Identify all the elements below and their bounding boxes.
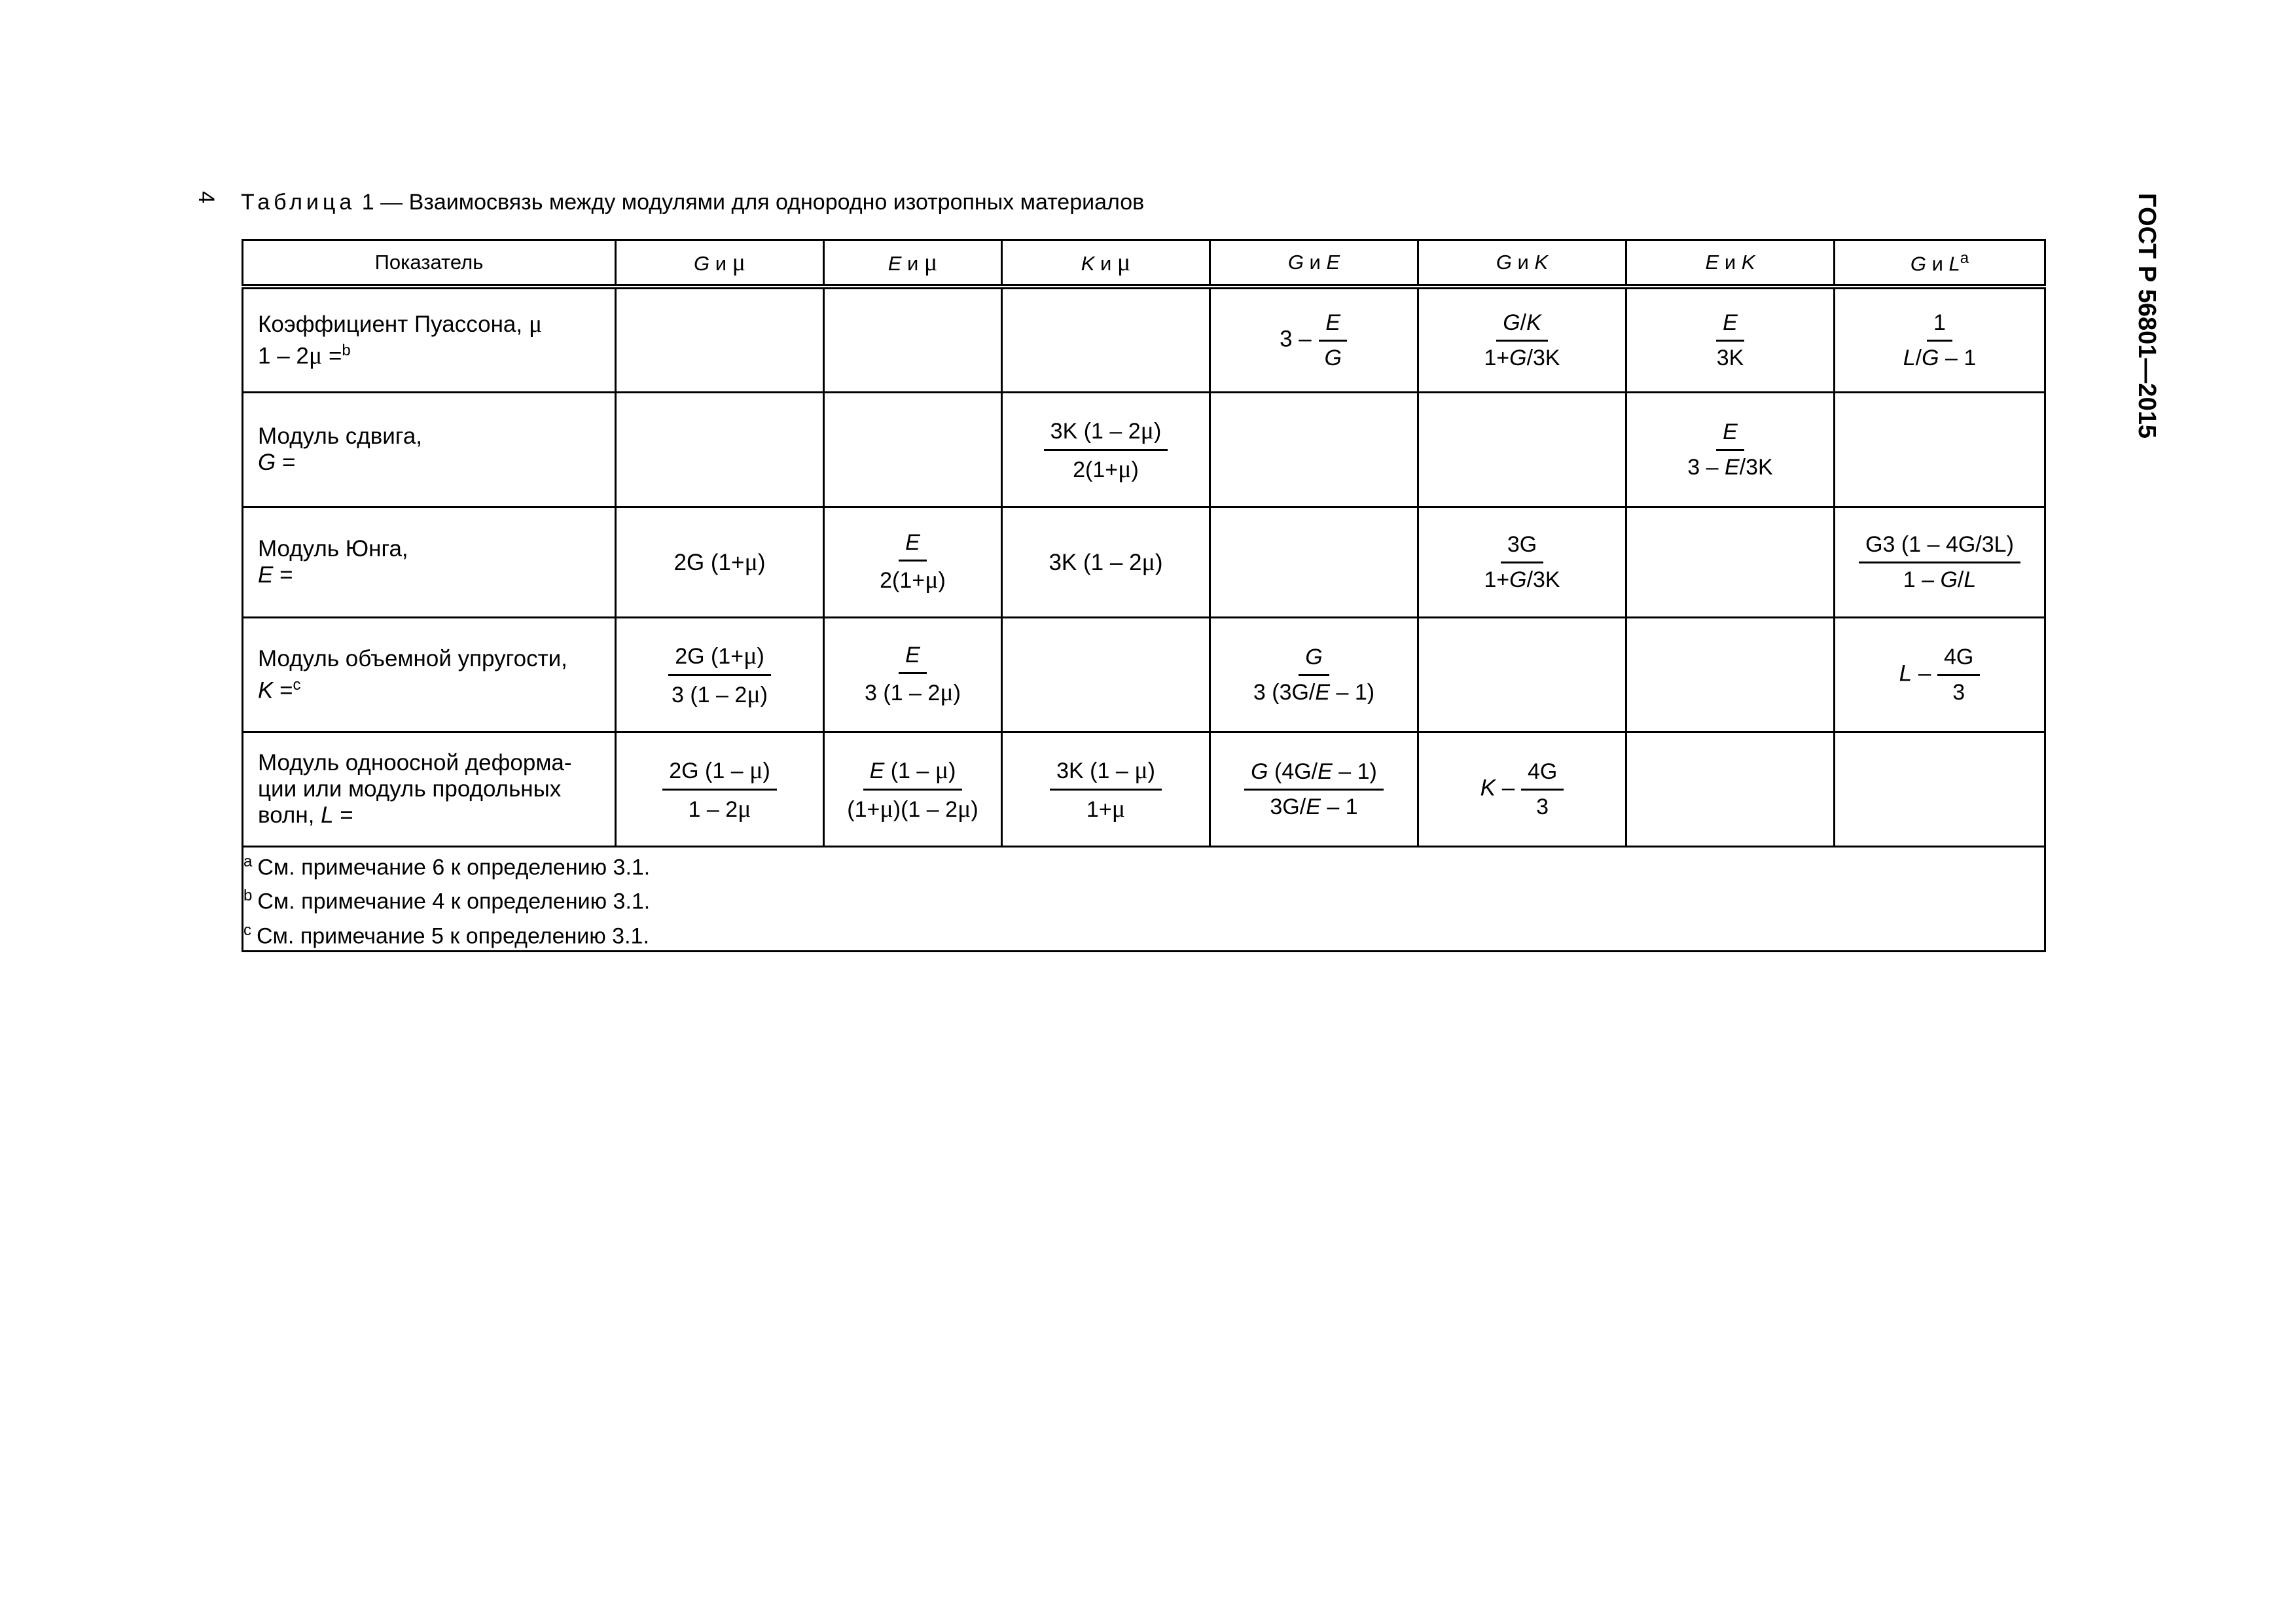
formula-cell <box>1002 732 1210 847</box>
fraction-numerator: 2G (1+μ) <box>668 641 771 676</box>
fraction <box>1244 759 1384 820</box>
formula-cell <box>1626 732 1835 847</box>
formula-cell <box>1835 393 2045 507</box>
formula-cell <box>1626 393 1835 507</box>
table-row <box>243 618 2045 732</box>
fraction-numerator: 1 <box>1927 310 1952 342</box>
fraction-denominator: 2(1+μ) <box>880 566 946 594</box>
fraction-denominator: 2(1+μ) <box>1073 455 1139 483</box>
document-code-text: ГОСТ Р 56801—2015 <box>2133 193 2161 438</box>
modulus-table <box>242 239 2046 952</box>
fraction-numerator: E <box>1716 310 1744 342</box>
header-column: G и K <box>1418 240 1626 287</box>
table-caption <box>241 190 1144 215</box>
formula-cell <box>1835 618 2045 732</box>
formula: 3 – <box>1280 325 1318 351</box>
fraction-denominator: 3 (3G/E – 1) <box>1253 679 1375 705</box>
formula: 2G (1+μ) <box>673 548 766 576</box>
formula-cell <box>1835 507 2045 618</box>
fraction-numerator: E <box>899 643 927 674</box>
fraction-denominator: 3K <box>1716 345 1744 370</box>
formula-cell <box>1210 287 1418 393</box>
table-row <box>243 287 2045 393</box>
formula-cell <box>1418 618 1626 732</box>
formula-cell <box>1626 287 1835 393</box>
footnote-mark: b <box>342 342 351 360</box>
fraction-numerator: G/K <box>1496 310 1548 342</box>
fraction-numerator: 3G <box>1501 532 1543 563</box>
page-number: 4 <box>193 191 219 204</box>
formula-cell <box>1210 732 1418 847</box>
row-label: Модуль одноосной деформа- ции или модуль продольных волн, L = <box>243 732 616 847</box>
fraction-numerator: G <box>1299 645 1329 676</box>
row-label: Модуль объемной упругости, K =$^c$ <box>243 618 616 732</box>
formula-cell <box>824 287 1002 393</box>
formula-cell <box>616 393 824 507</box>
formula-cell <box>616 287 824 393</box>
footnotes <box>243 847 2045 952</box>
formula-cell <box>1418 507 1626 618</box>
fraction <box>1247 645 1381 705</box>
fraction <box>858 643 967 707</box>
formula-cell <box>1418 393 1626 507</box>
fraction <box>662 756 777 823</box>
formula-cell <box>1418 732 1626 847</box>
fraction <box>1050 756 1162 823</box>
fraction-denominator: 3G/E – 1 <box>1270 794 1358 819</box>
fraction <box>1521 759 1564 820</box>
fraction-denominator: 1+μ <box>1086 794 1126 823</box>
fraction-numerator: G3 (1 – 4G/3L) <box>1859 532 2020 563</box>
header-row <box>243 240 2045 287</box>
footnote <box>243 882 2044 916</box>
footnote-text: См. примечание 5 к определению 3.1. <box>257 923 649 948</box>
fraction <box>1477 310 1566 371</box>
formula-cell <box>616 732 824 847</box>
fraction-numerator: 3K (1 – 2μ) <box>1044 416 1168 451</box>
formula-cell <box>1210 393 1418 507</box>
header-column: E и μ <box>824 240 1002 287</box>
header-column: K и μ <box>1002 240 1210 287</box>
fraction <box>1318 310 1348 371</box>
footnote-mark: b <box>243 887 253 905</box>
fraction-denominator: 1+G/3K <box>1484 567 1560 592</box>
formula-cell <box>824 507 1002 618</box>
fraction-denominator: 3 (1 – 2μ) <box>864 679 961 706</box>
formula-cell <box>1210 507 1418 618</box>
caption-prefix: Таблица <box>241 190 356 215</box>
formula-cell <box>1835 732 2045 847</box>
fraction-denominator: 1 – 2μ <box>688 794 751 823</box>
fraction-numerator: 4G <box>1937 645 1980 676</box>
fraction-numerator: G (4G/E – 1) <box>1244 759 1384 791</box>
fraction-numerator: E <box>899 530 927 562</box>
table-row <box>243 393 2045 507</box>
formula-cell <box>1835 287 2045 393</box>
fraction-denominator: 3 <box>1952 679 1965 705</box>
formula: L – <box>1899 660 1938 686</box>
footnote-mark: a <box>1960 249 1969 267</box>
footnote <box>243 847 2044 882</box>
fraction-numerator: 4G <box>1521 759 1564 791</box>
fraction-denominator: 1+G/3K <box>1484 345 1560 370</box>
formula-cell <box>824 618 1002 732</box>
fraction-numerator: E (1 – μ) <box>863 756 963 791</box>
fraction <box>1859 532 2020 593</box>
formula-cell <box>616 618 824 732</box>
fraction-numerator: E <box>1319 310 1347 342</box>
footnote <box>243 916 2044 950</box>
header-column: G и E <box>1210 240 1418 287</box>
footnote-mark: a <box>243 853 253 870</box>
fraction-numerator: E <box>1716 419 1744 451</box>
row-label: Коэффициент Пуассона, μ 1 – 2μ =$^b$ <box>243 287 616 393</box>
header-column: E и K <box>1626 240 1835 287</box>
row-label: Модуль Юнга, E = <box>243 507 616 618</box>
fraction <box>1477 532 1566 593</box>
fraction-denominator: 3 (1 – 2μ) <box>671 680 768 708</box>
header-column: G и μ <box>616 240 824 287</box>
formula-cell <box>1626 507 1835 618</box>
header-indicator: Показатель <box>243 240 616 287</box>
fraction-denominator: 1 – G/L <box>1903 567 1977 592</box>
footnote-mark: c <box>243 921 251 939</box>
footnote-text: См. примечание 6 к определению 3.1. <box>257 855 651 880</box>
formula-cell <box>1418 287 1626 393</box>
fraction <box>665 641 774 709</box>
caption-text: 1 — Взаимосвязь между модулями для однородно изотропных материалов <box>361 190 1145 215</box>
row-label: Модуль сдвига, G = <box>243 393 616 507</box>
formula-cell <box>824 732 1002 847</box>
formula-cell <box>1002 618 1210 732</box>
fraction-denominator: L/G – 1 <box>1903 345 1977 370</box>
formula-cell <box>824 393 1002 507</box>
table-row <box>243 507 2045 618</box>
footnote-mark: c <box>293 675 301 694</box>
fraction-numerator: 3K (1 – μ) <box>1050 756 1162 791</box>
formula: K – <box>1480 774 1521 800</box>
formula: 3K (1 – 2μ) <box>1049 548 1163 576</box>
document-code <box>2132 193 2172 468</box>
header-column: G и $L^a$ <box>1835 240 2045 287</box>
fraction <box>840 756 984 823</box>
formula-cell <box>1002 393 1210 507</box>
fraction-denominator: (1+μ)(1 – 2μ) <box>847 794 978 823</box>
fraction <box>1681 419 1779 480</box>
fraction-denominator: 3 – E/3K <box>1687 454 1773 480</box>
formula-cell <box>1626 618 1835 732</box>
fraction <box>1044 416 1168 484</box>
formula-cell <box>616 507 824 618</box>
formula-cell <box>1210 618 1418 732</box>
fraction-denominator: 3 <box>1536 794 1549 819</box>
fraction <box>873 530 952 594</box>
fraction <box>1937 645 1980 705</box>
fraction-numerator: 2G (1 – μ) <box>662 756 777 791</box>
formula-cell <box>1002 287 1210 393</box>
formula-cell <box>1002 507 1210 618</box>
fraction <box>1897 310 1983 371</box>
fraction <box>1710 310 1751 371</box>
fraction-denominator: G <box>1324 345 1342 370</box>
table-row <box>243 732 2045 847</box>
footnote-text: См. примечание 4 к определению 3.1. <box>257 889 651 914</box>
